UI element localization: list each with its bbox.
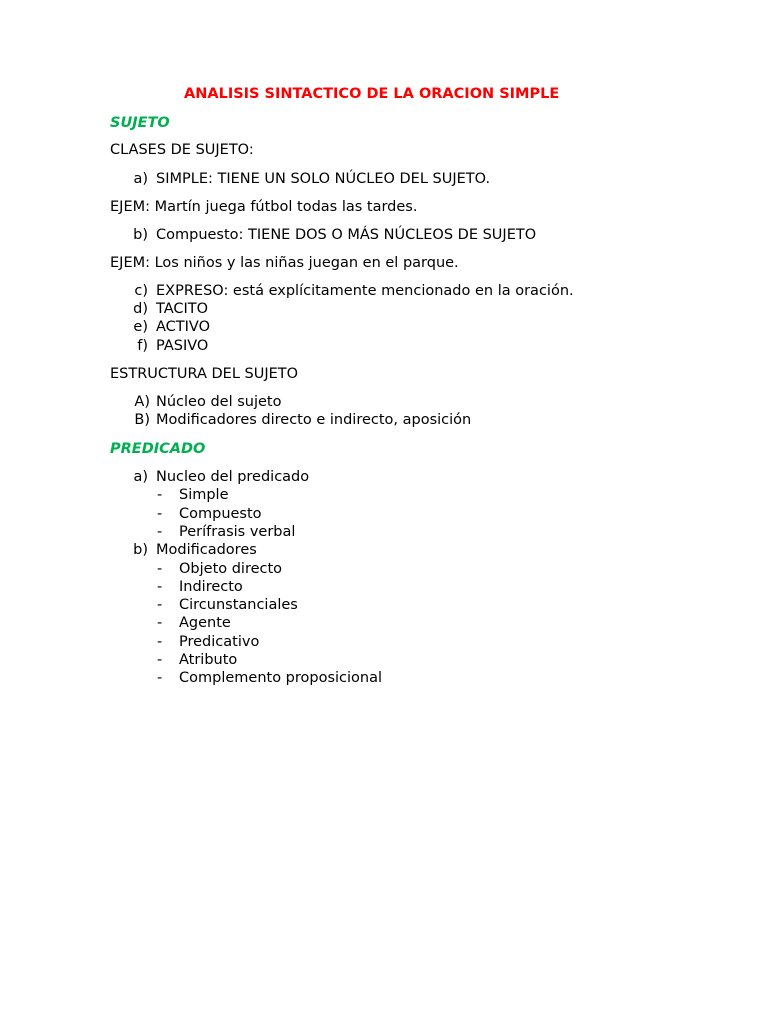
sub-item: Atributo [179,652,238,668]
dash-marker: - [157,634,163,650]
list-marker: a) [133,171,148,187]
list-marker: c) [134,283,148,299]
sub-item: Objeto directo [179,561,283,577]
sub-item: Perífrasis verbal [179,524,296,540]
clases-label: CLASES DE SUJETO: [110,142,254,158]
list-marker: e) [133,319,148,335]
list-item: Modificadores [156,542,257,558]
list-item: PASIVO [156,338,209,354]
sub-item: Circunstanciales [179,597,298,613]
list-item: Compuesto: TIENE DOS O MÁS NÚCLEOS DE SUJETO [156,227,537,243]
list-marker: A) [134,394,150,410]
dash-marker: - [157,487,163,503]
list-marker: d) [133,301,148,317]
list-item: Modificadores directo e indirecto, aposición [156,412,472,428]
list-marker: b) [133,542,148,558]
sub-item: Complemento proposicional [179,670,383,686]
dash-marker: - [157,579,163,595]
sub-item: Compuesto [179,506,262,522]
section-heading-sujeto: SUJETO [110,115,170,131]
sub-item: Indirecto [179,579,243,595]
list-marker: B) [134,412,150,428]
example-line: EJEM: Martín juega fútbol todas las tardes. [110,199,418,215]
document-title: ANALISIS SINTACTICO DE LA ORACION SIMPLE [184,86,560,102]
sub-item: Simple [179,487,229,503]
list-item: TACITO [156,301,209,317]
list-item: Nucleo del predicado [156,469,310,485]
dash-marker: - [157,506,163,522]
dash-marker: - [157,615,163,631]
list-item: EXPRESO: está explícitamente mencionado en la oración. [156,283,574,299]
dash-marker: - [157,670,163,686]
list-marker: f) [137,338,148,354]
dash-marker: - [157,561,163,577]
list-marker: b) [133,227,148,243]
dash-marker: - [157,524,163,540]
list-marker: a) [133,469,148,485]
dash-marker: - [157,652,163,668]
dash-marker: - [157,597,163,613]
example-line: EJEM: Los niños y las niñas juegan en el parque. [110,255,459,271]
sub-item: Agente [179,615,231,631]
list-item: Núcleo del sujeto [156,394,282,410]
list-item: ACTIVO [156,319,210,335]
list-item: SIMPLE: TIENE UN SOLO NÚCLEO DEL SUJETO. [156,171,491,187]
section-heading-predicado: PREDICADO [110,441,206,457]
sub-item: Predicativo [179,634,260,650]
estructura-label: ESTRUCTURA DEL SUJETO [110,366,299,382]
